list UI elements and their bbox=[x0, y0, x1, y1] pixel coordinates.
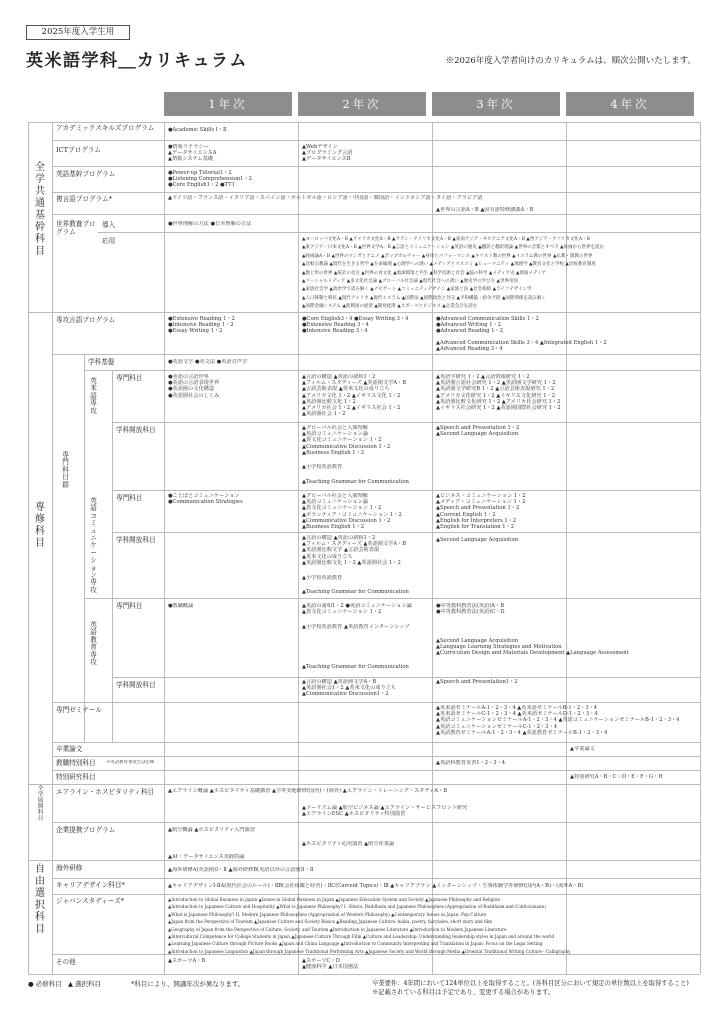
curriculum-table bbox=[28, 122, 700, 982]
row-career-label: キャリアデザイン科目* bbox=[56, 881, 125, 889]
row-eibei-senmon-label: 専門科目 bbox=[116, 374, 143, 382]
multilingual-y3: ▲世界の言語A・B ▲固有語特修講義A・B bbox=[436, 207, 534, 213]
world-applied: ▲ヨーロッパ文化A・B ▲アメリカ文化A・B ▲ラテン・アメリカ文化A・B ▲東南アジア・オセアニア文化A・B ▲西アジア・アフリカ文化A・B ▲東アジア・日本文化A・B ▲世界文学A・B ▲言語とコミュニケーション ▲英語の歴史 ▲翻訳と翻訳理論 ▲世界の音楽とオペラ ▲絵画から世界を読む ▲映画論A・B ▲世界のマンガとアニメ ▲ポップカルチャー ▲身体とパフォーマンス ▲キリスト教の世界 ▲イスラム教の世界 ▲仏教・儒教の世界 ▲比較宗教論 ▲現代を生きる哲学 ▲生命倫理 ▲心理学への誘い ▲メディアとマスコミ ▲ヒューマニティ ▲地理学 ▲教育文化と学校 ▲比較教育制度 ▲数と形の世界 ▲統計の見方 ▲世界の食文化 ▲地球環境と共生 ▲科学技術と社会 ▲脳の科学 ▲メディア史 ▲情報メディア ▲ソーシャルメディア ▲多文化社会論 ▲グローバル社会論 ▲現代社会への誘い ▲歴史学の学び方 ▲世界帝国 ▲家族社会学 ▲政治学で読み解く ▲ナビゲート ▲コミュニティデザイン ▲家族と法 ▲社会保障 ▲ライフデザイン学 ▲人口移動と移民 ▲現代アメリカ ▲現代イスラム ▲国際法 ▲国際政治と外交 ▲平和構築・紛争予防 ▲国際関係を読み解く ▲国際金融システム ▲新興国の経済 ▲開発経済 ▲スポーツとビジネス ▲企業会計を読む bbox=[302, 237, 604, 310]
row-world-intro-label: 導入 bbox=[102, 221, 116, 229]
row-kyoshoku-label: 教職特別科目 bbox=[56, 759, 96, 767]
ict-y2: ▲Webデザイン ▲プログラミング言語 ▲データサイエンスB bbox=[302, 144, 353, 163]
graduation-requirement: 卒業要件：4年間において124単位以上を取得すること。(各科目区分において規定の単位数以上を取得すること) bbox=[372, 980, 689, 987]
page-title: 英米語学科＿カリキュラム bbox=[26, 51, 248, 71]
corp-y1: ▲航空概論 ▲ホスピタリティ入門演習 bbox=[168, 827, 255, 833]
abroad-y1: ▲海外研修A(英語圏)Ⅰ・Ⅱ ▲海外研修B(英語以外の言語圏)Ⅰ・Ⅱ bbox=[168, 867, 314, 873]
row-corp-label: 企業提携プログラム bbox=[56, 826, 116, 834]
eibei-gakka-y3: ▲Speech and Presentation 1・2 ▲Second Language Acquisition bbox=[436, 425, 520, 438]
row-kyoshoku-sub: ※英語教育専攻生は必修 bbox=[106, 760, 155, 765]
legend-elective: ▲ 選択科目 bbox=[67, 980, 102, 988]
corp-y1b: ▲AI・データサイエンス実践特論 bbox=[168, 854, 245, 860]
row-eibei-gakka-label: 学科開放科目 bbox=[116, 426, 156, 434]
other-y2: ▲スポーツC・D ▲健康科学 ▲日本国憲法 bbox=[302, 958, 359, 971]
eibei-senmon-y3: ▲英語学研究 1・2 ▲言語情報研究 1・2 ▲英語圏言語社会研究 1・2 ▲英語圏文学研究 1・2 ▲英語圏文学研究B 1・2 ▲言語芸術表現研究 1・2 ▲アメリカ文化研究 1・2 ▲イギリス文化研究 1・2 ▲英語圏比較文化研究 1・2 ▲アメリカ社会研究 1・2 ▲イギリス社会研究 1・2 ▲英語圏国際社会研究 1・2 bbox=[436, 374, 561, 412]
airline-y2: ▲ツーリズム論 ▲航空ビジネス論 ▲エアライン・サービスフロント研究 ▲エアラインESC ▲ホスピタリティ特別演習 bbox=[302, 805, 468, 818]
edu-senmon-y3b: ▲Second Language Acquisition ▲Language Learning Strategies and Motivation ▲Curriculum Design and Materials Development ▲Language Assessment bbox=[436, 638, 629, 657]
change-note: ※記載されている科目は予定であり、変更する場合があります。 bbox=[372, 989, 555, 996]
comm-gakka-y2: ▲言語の構造 ▲英語の諸相1・2 ▲フィルム・スタディーズ ▲英語圏文学A・B ▲英語圏比較文学 ▲言語芸術表現 ▲英米文化の成り立ち ▲英語圏比較文化 1・2 ▲英語圏社会 1・2 bbox=[302, 535, 407, 566]
edu-senmon-y2b: ▲小学校英語教育 ▲英語教育インターンシップ bbox=[302, 624, 410, 630]
comm-gakka-y3: ▲Second Language Acquisition bbox=[436, 537, 519, 543]
specialty-lang-y3: ●Advanced Communication Skills 1・2 ●Advanced Writing 1・2 ●Advanced Reading 1・2 bbox=[436, 316, 539, 335]
row-abroad-label: 海外研修 bbox=[56, 864, 83, 872]
special-y4: ▲特別研究A・B・C・D・E・F・G・H bbox=[570, 774, 663, 780]
eibei-gakka-y2b: ▲小学校英語教育 bbox=[302, 464, 343, 470]
footer-notes bbox=[372, 979, 689, 997]
header-note: ※2026年度入学者向けのカリキュラムは、順次公開いたします。 bbox=[445, 56, 696, 66]
eibei-senmon-y1: ●英語の言語世界 ●英語の言語表現世界 ●英語圏の文化構造 ●英語圏社会のしくみ bbox=[168, 374, 220, 399]
year-header-2: 2年次 bbox=[298, 92, 426, 116]
seminar-y3: ▲英米語ゼミナールA-1・2・3・4 ▲英米語ゼミナールB-1・2・3・4 ▲英米語ゼミナールC-1・2・3・4 ▲英米語ゼミナールD-1・2・3・4 ▲英語コミュニケーションゼミナールA-1・2・3・4 ▲英語コミュニケーションゼミナールB-1・2・3・4 ▲英語コミュニケーションゼミナールC-1・2・3・4 ▲英語教育ゼミナールA-1・2・3・4 ▲英語教育ゼミナールB-1・2・3・4 bbox=[436, 705, 680, 736]
eibei-senmon-y2: ▲言語の構造 ▲英語の諸相1・2 ▲フィルム・スタディーズ ▲英語圏文学A・B ▲言語芸術表現 ▲英米文化の成り立ち ▲アメリカ文化 1・2 ▲イギリス文化 1・2 ▲英語圏比較文化 1・2 ▲アメリカ社会 1・2 ▲イギリス社会 1・2 ▲英語圏社会 1・2 bbox=[302, 374, 407, 418]
specialty-lang-y2: ●Core English3・4 ●Essay Writing 3・4 ●Extensive Reading 3・4 ●Intensive Reading 3・4 bbox=[302, 316, 409, 335]
group-zengaku: 全学展開科目 bbox=[37, 786, 44, 822]
row-multilingual-label: 複言語プログラム* bbox=[56, 195, 112, 203]
row-world-applied-label: 応用 bbox=[102, 237, 116, 245]
row-other-label: その他 bbox=[56, 958, 76, 966]
legend-note: *科目により、開講年次が異なります。 bbox=[131, 980, 245, 988]
multilingual-y1: ▲ドイツ語・フランス語・イタリア語・スペイン語・ポルトガル語・ロシア語・中国語・韓国語・インドネシア語・タイ語・アラビア語 bbox=[168, 195, 483, 201]
row-ict-label: ICTプログラム bbox=[56, 146, 101, 154]
academic-y1: ●Academic Skills Ⅰ・Ⅱ bbox=[168, 127, 227, 133]
subject-base-y1: ●英語文学 ●英文法 ●英語音声学 bbox=[168, 359, 248, 365]
row-thesis-label: 卒業論文 bbox=[56, 745, 83, 753]
comm-senmon-y2: ▲グローバル社会と人間理解 ▲英語コミュニケーション論 ▲異文化コミュニケーション 1・2 ▲ボランティア・コミュニケーション 1・2 ▲Communicative Discussion 1・2 ▲Business English 1・2 bbox=[302, 493, 402, 531]
edu-senmon-y2c: ▲Teaching Grammar for Communication bbox=[302, 664, 409, 670]
specialty-lang-y1: ●Extensive Reading 1・2 ●Intensive Reading 1・2 ●Essay Writing 1・2 bbox=[168, 316, 235, 335]
edu-gakka-y3: ▲Speech and Presentation1・2 bbox=[436, 679, 518, 685]
row-special-label: 特別研究科目 bbox=[56, 773, 96, 781]
year-header-4: 4年次 bbox=[566, 92, 694, 116]
comm-gakka-y2b: ▲小学校英語教育 bbox=[302, 575, 343, 581]
airline-y1: ▲エアライン概論 ▲ホスピタリティ基礎講習 ▲学外実地研修(国内)・(海外) ▲エアライン・トレーニング・スタディA・B bbox=[168, 788, 448, 794]
major-eibei: 英米語専攻 bbox=[90, 377, 97, 415]
row-academic-label: アカデミックスキルズプログラム bbox=[56, 124, 155, 132]
edu-senmon-y2: ▲英語の諸相1・2 ●英語コミュニケーション論 ▲異文化コミュニケーション 1・2 bbox=[302, 603, 412, 616]
group-specialty: 専修科目 bbox=[35, 502, 45, 549]
edu-senmon-y3: ●中等教科教育法(英語)A・B ●中等教科教育法(英語)C・D bbox=[436, 603, 505, 616]
comm-senmon-y3: ▲ビジネス・コミュニケーション 1・2 ▲メディア・コミュニケーション 1・2 ▲Speech and Presentation 1・2 ▲Current English 1・2 ▲English for Interpreters 1・2 ▲English for Translation 1・2 bbox=[436, 493, 526, 531]
specialty-lang-y3b: ▲Advanced Communication Skills 3・4 ▲Integrated English 1・2 ▲Advanced Reading 3・4 bbox=[436, 340, 607, 353]
group-free: 自由選択科目 bbox=[35, 864, 45, 935]
english-base-y1: ●Power-up Tutorial1・2 ●Listening Comprehension1・2 ●Core English1・2 ●TT1 bbox=[168, 170, 252, 189]
row-comm-senmon-label: 専門科目 bbox=[116, 494, 143, 502]
row-specialty-lang-label: 専攻言語プログラム bbox=[56, 316, 116, 324]
thesis-y4: ▲卒業論文 bbox=[570, 746, 595, 752]
kyoshoku-y3: ▲英語科教育実習1・2・3・4 bbox=[436, 760, 506, 766]
row-subject-base-label: 学科基盤 bbox=[88, 358, 115, 366]
year-header-3: 3年次 bbox=[432, 92, 560, 116]
group-common: 全学共通基幹科目 bbox=[35, 162, 45, 257]
row-edu-senmon-label: 専門科目 bbox=[116, 602, 143, 610]
edu-gakka-y2: ▲言語の構造 ▲英語圏文学A・B ▲英語圏社会1・2 ▲英米文化の成り立ち ▲Communicative Discussion1・2 bbox=[302, 679, 397, 698]
row-seminar-label: 専門ゼミナール bbox=[56, 706, 103, 714]
row-japan-label: ジャパンスタディーズ* bbox=[56, 897, 125, 905]
comm-senmon-y1: ●ことばとコミュニケーション ●Communication Strategies bbox=[168, 493, 243, 506]
eibei-gakka-y2c: ▲Teaching Grammar for Communication bbox=[302, 479, 409, 485]
legend bbox=[28, 979, 244, 988]
eibei-gakka-y2: ▲グローバル社会と人間理解 ▲英語コミュニケーション論 ▲異文化コミュニケーション 1・2 ▲Communicative Discussion 1・2 ▲Business English 1・2 bbox=[302, 425, 391, 456]
edu-senmon-y1: ●教職概論 bbox=[168, 603, 194, 609]
ict-y1: ●情報リテラシー ▲データサイエンスA ▲情報システム基礎 bbox=[168, 144, 217, 163]
row-english-base-label: 英語基幹プログラム bbox=[56, 170, 116, 178]
career-y1: ▲キャリアデザインⅠ-ⅡA(現代社会のルール)・ⅡB(会社組織と経営)・ⅡC(Current Topics)・Ⅲ ▲キャリアプラン ▲インターンシップ・生事体験学外研修(国内A・B)・(海外A・B) bbox=[168, 883, 584, 889]
row-edu-gakka-label: 学科開放科目 bbox=[116, 681, 156, 689]
other-y1: ▲スポーツA・B bbox=[168, 958, 206, 964]
major-comm: 英語コミュニケーション専攻 bbox=[90, 497, 97, 594]
row-world-label: 世界教養プログラム bbox=[56, 220, 96, 236]
row-airline-label: エアライン・ホスピタリティ科目 bbox=[56, 788, 155, 796]
world-intro-y1: ●世界理解の方法 ●日本理解の方法 bbox=[168, 221, 252, 227]
row-comm-gakka-label: 学科開放科目 bbox=[116, 536, 156, 544]
comm-gakka-y2c: ▲Teaching Grammar for Communication bbox=[302, 589, 409, 595]
corp-y2: ▲ホスピタリティ応用演習 ▲航空産業論 bbox=[302, 841, 395, 847]
japan-y1: ▲Introduction to Global Business in Japan ▲Issues in Global Business in Japan ▲Japanese Education System and Society ▲Japanese Philosophy and Religion ▲Introduction to Japanese Culture and Hospitality ▲What is Japanese Philosophy? I. Shinto, Buddhism and Japanese Philosophies (Appropriation of Buddhism and Confucianism) ▲What is Japanese Philosophy? II. Modern Japanese Philosophies (Appropriation of Western Philosophy) ▲Contemporary Issues in Japan: Pop Culture ▲Japan from the Perspective of Tourism ▲Japanese Culture and Society Basics ▲Reading Japanese Culture: haiku, poetry, fairytales, short story and film ▲Geography of Japan from the Perspective of Culture, Society, and Tourism ▲Introduction to Japanese Literature ▲Introduction to Modern Japanese Literature ▲Intercultural Competence for College Students in Japan ▲Japanese Culture Through Film ▲Culture and Leadership: Understanding leadership styles in Japan and around the world ▲Learning Japanese Culture through Picture Books ▲Japan and China Language ▲Introduction to Community Interpreting and Translation in Japan: Focus on the Legal Setting ▲Introduction to Japanese Linguistics ▲Japan through Japanese Traditional Performing Arts ▲Japanese Society and World through Media ▲Oriental Traditional Writing Culture - Calligraphy bbox=[168, 897, 571, 954]
major-edu: 英語教育専攻 bbox=[90, 621, 97, 667]
year-tag: 2025年度入学生用 bbox=[26, 25, 130, 40]
year-header-1: 1年次 bbox=[164, 92, 292, 116]
legend-required: ● 必修科目 bbox=[28, 980, 62, 988]
group-specialty-subjects: 専門科目群 bbox=[62, 451, 69, 489]
